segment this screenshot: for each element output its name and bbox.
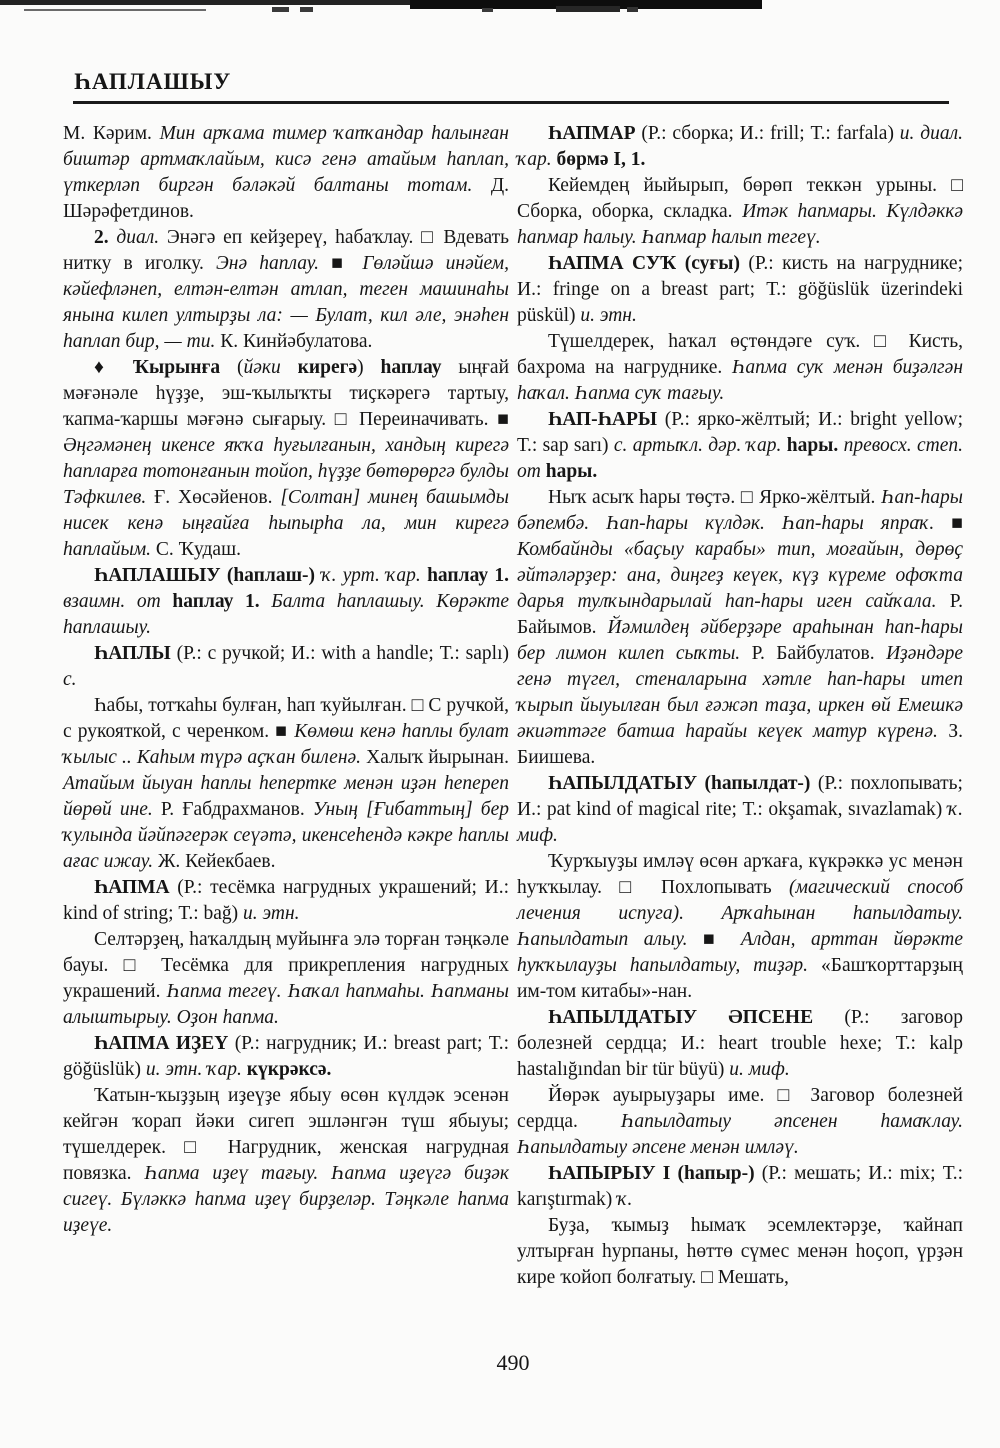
example-segment: диал. [116, 227, 167, 248]
headword-segment: ҺАПМА СУҠ (суғы) [548, 253, 749, 274]
entry-paragraph [63, 641, 509, 693]
example-segment: (магический способ лечения испуга). Арҡаһынан һапылдатыу. Һапылдатып алыу. [517, 877, 964, 950]
scan-artifact [300, 7, 313, 12]
example-segment: Атайым йыуан һаплы һепертке менән иҙән һепереп йөрөй ине. [63, 773, 509, 820]
example-segment: Комбайнды «баҫыу карабы» тип, моғайын, дөрөҫ әйтәләрҙер: ана, диңгеҙ кеүек, күҙ күреме офоҡта дарья тулҡындарылай һап-һары иген сайҡала. [517, 539, 963, 612]
example-segment: с. [63, 669, 77, 690]
example-segment: Һап-һары бәпембә. Һап-һары күлдәк. Һап-һары япраҡ. [517, 487, 963, 534]
text-segment: (Р.: сборка; И.: frill; Т.: farfala) [641, 123, 900, 144]
example-segment: Энә һаплау. [216, 253, 332, 274]
entry-paragraph [63, 693, 509, 875]
text-segment: ) [357, 357, 381, 378]
column-right [517, 121, 963, 1291]
entry-paragraph [517, 251, 963, 329]
example-segment: взаимн. от [63, 591, 173, 612]
entry-paragraph [63, 121, 509, 225]
text-segment: К. Кинйәбулатова. [220, 331, 373, 352]
text-segment: З. Биишева. [517, 721, 963, 768]
entry-paragraph [517, 1083, 963, 1161]
text-segment: Р. Байбулатов. [751, 643, 887, 664]
entry-paragraph [63, 875, 509, 927]
text-segment: ■ [951, 513, 963, 534]
example-segment: ҡ. урт. ҡар. [321, 565, 428, 586]
text-segment: (Р.: с ручкой; И.: with a handle; Т.: saplı) [176, 643, 509, 664]
header-rule [73, 101, 949, 104]
text-segment: Түшелдерек, һаҡал өҫтөндәге суҡ. □ Кисть, бахрома на нагруднике. [517, 331, 963, 378]
example-segment: ҡ. миф. [517, 799, 963, 846]
headword-segment: ҺАПМА ИҘЕҮ [94, 1033, 235, 1054]
example-segment: и. этн. [580, 305, 637, 326]
text-segment: Йөрәк ауырыуҙары име. □ Заговор болезней сердца. [517, 1085, 963, 1132]
page-number: 490 [496, 1350, 530, 1375]
column-left [63, 121, 509, 1239]
headword-segment: ҺАПЫРЫУ I (һапыр-) [548, 1163, 762, 1184]
example-segment: превосх. степ. от [517, 435, 963, 482]
headword-segment: ҺАПЛАШЫУ (һаплаш-) [94, 565, 322, 586]
example-segment: и. миф. [729, 1059, 790, 1080]
scan-artifact [24, 9, 206, 11]
headword-segment: ҺАП-ҺАРЫ [548, 409, 665, 430]
text-segment: Д. Шәрәфетдинов. [63, 175, 509, 222]
headword-segment: һаплау 1. [427, 565, 509, 586]
entry-paragraph [63, 225, 509, 355]
text-segment: ( [236, 357, 244, 378]
text-segment: (Р.: мешать; И.: mix; Т.: karıştırmak) [517, 1163, 963, 1210]
text-segment: (Р.: нагрудник; И.: breast part; Т.: göğüslük) [63, 1033, 509, 1080]
example-segment: [Солтан] минең башымды нисек кенә ыңғайға һыпырһа ла, мин кирегә һаплайым. [63, 487, 509, 560]
text-segment: Ғ. Хөсәйенов. [154, 487, 281, 508]
headword-segment: кирегә [297, 357, 358, 378]
text-segment: Буҙа, ҡымыҙ һымаҡ эсемлектәрҙе, ҡайнап ултырған һурпаны, һөттө сүмес менән һоҫоп, үрҙән кире ҡойоп болғатыу. □ Мешать, [517, 1215, 963, 1288]
example-segment: Уның [Ғибаттың] бер ҡулында йәйпәгерәк сеүәтә, икенсеһендә кәкре һаплы ағас ижау. [63, 799, 509, 872]
entry-paragraph [517, 1161, 963, 1213]
text-segment: С. Ҡудаш. [155, 539, 241, 560]
entry-paragraph [63, 1031, 509, 1083]
text-segment: ♦ [94, 357, 133, 378]
headword-segment: ҺАПМА [94, 877, 178, 898]
text-segment: Ж. Кейекбаев. [157, 851, 276, 872]
scan-artifact [482, 8, 493, 12]
example-segment: Гөләйшә инәйем, кәйефләнеп, елтән-елтән атлап, теген машинаһы янына килеп ултырҙы ла: — Булат, кил әле, энәһен һаплап бир, — ти. [63, 253, 509, 352]
headword-segment: һары. [545, 461, 598, 482]
text-segment: М. Кәрим. [63, 123, 160, 144]
entry-paragraph [63, 355, 509, 563]
headword-segment: һаплау 1. [172, 591, 272, 612]
text-segment: Селтәрҙең, һаҡалдың муйынға элә торған тәңкәле бауы. □ Тесёмка для прикрепления нагрудных украшений. [63, 929, 509, 1002]
headword-segment: ҺАПМАР [548, 123, 642, 144]
text-segment: (Р.: тесёмка нагрудных украшений; И.: kind of string; Т.: bağ) [63, 877, 510, 924]
headword-segment: һары. [786, 435, 844, 456]
headword-segment: ҺАПЫЛДАТЫУ ӘПСЕНЕ [548, 1007, 845, 1028]
example-segment: ҡ. [617, 1189, 633, 1210]
entry-paragraph [517, 849, 963, 1005]
headword-segment: ҺАПЫЛДАТЫУ (һапылдат-) [548, 773, 818, 794]
example-segment: Көмөш кенә һаплы булат ҡылыс .. Каһым түрә аҫҡан биленә. [63, 721, 509, 768]
example-segment: Иҙәндәре генә түгел, стеналарына хәтле һап-һары итеп ҡырып йыуылған был ғәжәп таҙа, иркен өй Емешкә әкиәттәге батша һарайы кеүек матур күренә. [517, 643, 964, 742]
example-segment: Һапма суҡ менән биҙәлгән һаҡал. Һапма суҡ тағыу. [517, 357, 963, 404]
text-segment: ыңғай мәғәнәле һүҙҙе, эш-ҡылыҡты тиҫкәрегә тартыу, ҡапма-ҡаршы мәғәнә сығарыу. □ Переиначивать. ■ [63, 357, 510, 430]
entry-paragraph [517, 771, 963, 849]
entry-paragraph [517, 173, 963, 251]
scan-artifact [272, 7, 289, 12]
example-segment: и. этн. [243, 903, 300, 924]
example-segment: и. этн. ҡар. [145, 1059, 247, 1080]
entry-paragraph [517, 329, 963, 407]
entry-paragraph [63, 563, 509, 641]
entry-paragraph [63, 927, 509, 1031]
entry-paragraph [517, 485, 963, 771]
text-segment: (Р.: ярко-жёлтый; И.: bright yellow; Т.: sap sarı) [517, 409, 963, 456]
text-segment: (Р.: заговор болезней сердца; И.: heart trouble hexe; Т.: kalp hastalığından bir tür büyü) [517, 1007, 964, 1080]
example-segment: с. артыҡл. дәр. ҡар. [613, 435, 787, 456]
running-head: ҺАПЛАШЫУ [74, 69, 232, 94]
scan-artifact [556, 6, 620, 12]
headword-segment: бөрмә I, 1. [556, 149, 646, 170]
example-segment: йәки [243, 357, 298, 378]
text-segment: Энәгә еп кейҙереү, һабаҡлау. □ Вдевать нитку в иголку. [63, 227, 510, 274]
text-segment: Кейемдең йыйырып, бөрөп теккән урыны. □ Сборка, оборка, складка. [517, 175, 963, 222]
text-segment: Ҡурҡыуҙы имләү өсөн арҡаға, күкрәккә ус менән һуҡҡылау. □ Похлопывать [517, 851, 963, 898]
text-segment: Ҡатын-ҡыҙҙың иҙеүҙе ябыу өсөн күлдәк эсенән кейгән ҡорап йәки сигеп эшләнгән түш ябыуы; түшелдерек. □ Нагрудник, женская нагрудная повязка. [63, 1085, 509, 1184]
text-segment: (Р.: кисть на нагруднике; И.: fringe on a breast part; Т.: göğüslük üzerindeki püskül) [517, 253, 963, 326]
headword-segment: ҺАПЛЫ [94, 643, 177, 664]
example-segment: Һапылдатыу әпсенен һамаҡлау. Һапылдатыу әпсене менән имләү. [517, 1111, 963, 1158]
example-segment: Йәмилдең әйберҙәре араһынан һап-һары бер лимон килеп сыҡты. [517, 617, 964, 664]
text-segment: (Р.: похлопывать; И.: pat kind of magical rite; Т.: okşamak, sıvazlamak) [517, 773, 963, 820]
entry-paragraph [517, 1213, 963, 1291]
text-segment: Р. Ғабдрахманов. [160, 799, 313, 820]
example-segment: Мин арҡама тимер ҡапҡандар һалынған биштәр артмаҡлайым, кисә генә атайым һаплап, үткерләп биргән бәләкәй балтаны тотам. [63, 123, 509, 196]
text-segment: Халыҡ йырынан. [366, 747, 509, 768]
entry-paragraph [517, 121, 963, 173]
entry-paragraph [517, 407, 963, 485]
entry-paragraph [517, 1005, 963, 1083]
headword-segment: һаплау [380, 357, 459, 378]
text-segment: «Башҡорттарҙың им-том китабы»-нан. [517, 955, 963, 1002]
text-segment: ■ [331, 253, 363, 274]
headword-segment: 2. [94, 227, 117, 248]
example-segment: Әңгәмәнең икенсе яҡҡа һуғылғанын, хандың кирегә һапларға тотонғанын тойоп, һүҙҙе бөтөрөргә булды Тәфкилев. [63, 435, 509, 508]
example-segment: Итәк һапмары. Күлдәккә һапмар һалыу. Һапмар һалып тегеү. [517, 201, 963, 248]
example-segment: и. диал. ҡар. [517, 123, 964, 170]
text-segment: ■ [703, 929, 741, 950]
example-segment: Балта һаплашыу. Көрәкте һаплашыу. [63, 591, 509, 638]
text-segment: Ныҡ асыҡ һары төҫтә. □ Ярко-жёлтый. [548, 487, 882, 508]
text-segment: Һабы, тотҡаһы булған, һап ҡуйылған. □ С ручкой, с рукояткой, с черенком. ■ [63, 695, 509, 742]
example-segment: Һапма тегеү. Һаҡал һапмаһы. Һапманы алыштырыу. Оҙон һапма. [63, 981, 510, 1028]
headword-segment: Ҡырынға [132, 357, 237, 378]
scan-artifact [627, 7, 638, 12]
entry-paragraph [63, 1083, 509, 1239]
headword-segment: күкрәксә. [246, 1059, 332, 1080]
example-segment: Алдан, арттан йөрәкте һуҡҡылауҙы һапылдатыу, тиҙәр. [517, 929, 964, 976]
text-segment: Р. Байымов. [517, 591, 963, 638]
example-segment: Һапма иҙеү тағыу. Һапма иҙеүгә биҙәк сигеү. Бүләккә һапма иҙеү бирҙеләр. Тәңкәле һапма иҙеүе. [63, 1163, 509, 1236]
